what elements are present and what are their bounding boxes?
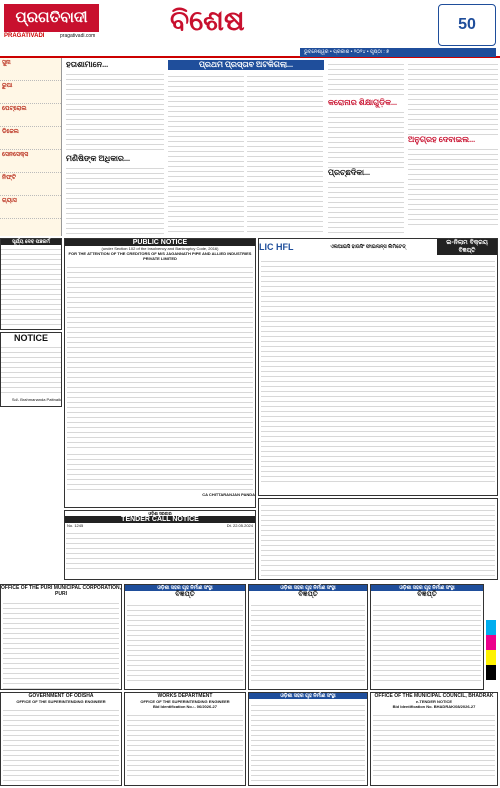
public-notice-title: PUBLIC NOTICE — [65, 239, 255, 246]
masthead — [0, 0, 500, 58]
lic-auction-table — [261, 257, 495, 485]
housing-board-3-body — [373, 601, 481, 681]
article-6-body — [408, 145, 498, 227]
market-row-silver: ରୁପା — [0, 81, 61, 104]
article-5-title: ପ୍ରଚ୍ଛଦିକା... — [328, 168, 371, 177]
tender-title: TENDER CALL NOTICE — [65, 516, 255, 523]
gov-odisha-title: GOVERNMENT OF ODISHA — [28, 693, 94, 699]
public-notice-text — [67, 450, 253, 490]
panchang-title: ସୂର୍ଯ୍ୟ ଦେବ ପଞ୍ଚକର୍ମ — [1, 239, 61, 245]
public-notice-rp: CA CHITTARANJAN PANDA — [202, 492, 255, 497]
masthead-web: pragativadi.com — [60, 33, 96, 39]
bhadrak-notice — [370, 692, 498, 786]
public-notice-table — [67, 263, 253, 448]
article-1-title: ହତାଶାମାନେ... — [66, 60, 109, 69]
masthead-logo: ପ୍ରଗତିବାଦୀ — [4, 4, 99, 32]
housing-board-2-title: ଓଡ଼ିଶା ସହର ଗୃହ ନିର୍ମାଣ ସଂସ୍ଥା — [249, 585, 367, 591]
bhadrak-bid: Bid Identification No. BHADRAK/08/2026-27 — [392, 704, 476, 709]
public-notice-sub: (under Section 102 of the Insolvency and Bankruptcy Code, 2016) — [101, 246, 219, 251]
article-3-body — [328, 108, 404, 168]
works-notice — [124, 692, 246, 786]
works-office: OFFICE OF THE SUPERINTENDING ENGINEER — [140, 699, 230, 704]
housing-board-2-body — [251, 601, 365, 681]
housing-board-2 — [248, 584, 368, 690]
puri-title: OFFICE OF THE PURI MUNICIPAL CORPORATION, PURI — [1, 585, 121, 597]
housing-board-2-notice: ବିଜ୍ଞପ୍ତି — [298, 591, 318, 598]
article-6-title: ଅନୁଗ୍ରହ ଦେବାଇଲ... — [408, 135, 476, 144]
housing-board-3 — [370, 584, 484, 690]
article-3-title: କରୋନାର ଶିକ୍ଷାଗୁଡ଼ିକ... — [328, 98, 397, 107]
works-bid: Bid Identification No.:- 06/2026-27 — [152, 704, 217, 709]
anniversary-badge: 50 — [438, 4, 496, 46]
market-row-petrol: ପେଟ୍ରୋଲ — [0, 104, 61, 127]
notice-signature: Sd/- Brahmananda Pattnaik — [11, 397, 61, 402]
housing-board-1-notice: ବିଜ୍ଞପ୍ତି — [175, 591, 195, 598]
market-row-diesel: ଡିଜେଲ — [0, 127, 61, 150]
article-4-title: ମଣିଷିଙ୍କ ଅଧିକାର... — [66, 154, 130, 163]
housing-board-4 — [248, 692, 368, 786]
section-title: ବିଶେଷ — [170, 6, 245, 37]
market-row-gold: ସୁନା — [0, 58, 61, 81]
bhadrak-title: OFFICE OF THE MUNICIPAL COUNCIL, BHADRAK — [374, 693, 494, 699]
panchang-box — [0, 238, 62, 330]
puri-body — [3, 599, 119, 689]
panchang-body — [1, 245, 61, 327]
article-2-body-col1 — [168, 72, 244, 232]
article-6 — [408, 60, 498, 236]
masthead-latin: PRAGATIVADI — [4, 33, 45, 39]
works-body — [127, 711, 243, 779]
tender-number: No. 1245 — [67, 523, 84, 528]
market-sidebar — [0, 58, 62, 236]
bhadrak-etender: e-TENDER NOTICE — [415, 699, 453, 704]
notice-box — [0, 332, 62, 407]
housing-board-4-title: ଓଡ଼ିଶା ସହର ଗୃହ ନିର୍ମାଣ ସଂସ୍ଥା — [249, 693, 367, 699]
housing-board-1-title: ଓଡ଼ିଶା ସହର ଗୃହ ନିର୍ମାଣ ସଂସ୍ଥା — [125, 585, 245, 591]
public-notice-for: FOR THE ATTENTION OF THE CREDITORS OF M/S JAGANNATH PIPE AND ALLIED INDUSTRIES PRIVATE LIMITED — [68, 251, 252, 261]
article-1 — [66, 60, 164, 236]
tender-notice — [64, 510, 256, 580]
article-1-body — [66, 70, 164, 150]
lic-logo: LIC HFL — [259, 242, 294, 252]
article-6-lead — [408, 60, 498, 135]
lic-auction — [258, 238, 498, 496]
color-registration-strip — [486, 620, 496, 680]
housing-board-1-body — [127, 601, 243, 681]
article-3-lead — [328, 60, 404, 98]
housing-board-4-body — [251, 701, 365, 785]
bhadrak-table — [373, 711, 495, 779]
tender-odisha: ଓଡ଼ିଶା ସରକାର — [148, 511, 172, 516]
notice-title: NOTICE — [13, 333, 48, 343]
article-3 — [328, 60, 404, 236]
tender-body — [66, 529, 254, 573]
lic-heading: ଏଲଆଇସି ହାଉସିଂ ଫାଇନାନ୍ସ ଲିମିଟେଡ୍ — [330, 244, 406, 250]
article-2 — [168, 60, 324, 236]
article-2-title: ପ୍ରଥମ ପ୍ରସ୍ତାବ ଅଟକିଗଲା... — [168, 60, 324, 70]
puri-notice — [0, 584, 122, 690]
housing-board-3-notice: ବିଜ୍ଞପ୍ତି — [417, 591, 437, 598]
market-row-sensex: ସେନସେକ୍ସ — [0, 150, 61, 173]
dateline: ଭୁବନେଶ୍ୱର • ପ୍ରକାଶ • ୨୦୨୪ • ପୃଷ୍ଠା : ୭ — [300, 48, 496, 57]
article-2-body-col2 — [247, 72, 323, 232]
lic-terms — [258, 498, 498, 580]
eauction-title: ଇ-ନିଲାମ ବିକ୍ରୟ ବିଜ୍ଞପ୍ତି — [437, 239, 497, 255]
gov-odisha-table — [3, 706, 119, 782]
article-4-body — [66, 164, 164, 236]
notice-body — [1, 343, 61, 397]
public-notice — [64, 238, 256, 508]
market-row-gas: ଗ୍ୟାସ — [0, 196, 61, 219]
housing-board-3-title: ଓଡ଼ିଶା ସହର ଗୃହ ନିର୍ମାଣ ସଂସ୍ଥା — [371, 585, 483, 591]
gov-odisha-office: OFFICE OF THE SUPERINTENDING ENGINEER — [16, 699, 106, 704]
gov-odisha-notice — [0, 692, 122, 786]
works-title: WORKS DEPARTMENT — [157, 693, 213, 699]
market-row-nifty: ନିଫ୍ଟି — [0, 173, 61, 196]
article-5-body — [328, 178, 404, 234]
tender-date: Dt. 22.05.2024 — [226, 523, 253, 528]
lic-terms-body — [261, 501, 495, 579]
housing-board-1 — [124, 584, 246, 690]
